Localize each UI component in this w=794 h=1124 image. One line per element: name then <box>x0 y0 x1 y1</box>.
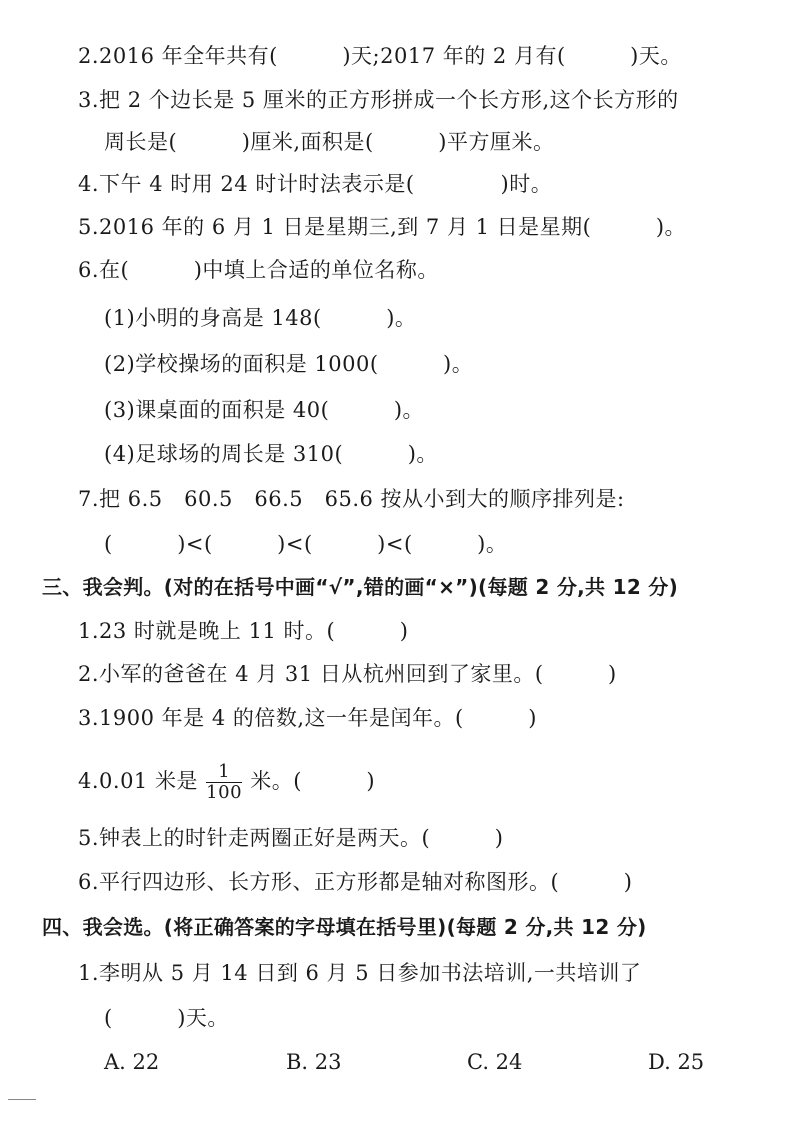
option-b: B. 23 <box>286 1050 342 1074</box>
option-c: C. 24 <box>467 1050 523 1074</box>
fraction-one-hundredth <box>206 763 242 802</box>
judge-question-1: 1.23 时就是晚上 11 时。( ) <box>78 619 409 643</box>
judge-question-4-prefix: 4.0.01 米是 <box>78 769 198 793</box>
judge-question-5: 5.钟表上的时针走两圈正好是两天。( ) <box>78 826 504 850</box>
judge-question-4 <box>78 763 375 802</box>
question-4-24-hour-time: 4.下午 4 时用 24 时计时法表示是( )时。 <box>78 172 553 196</box>
question-6-sub-3: (3)课桌面的面积是 40( )。 <box>104 398 425 422</box>
choice-question-1-line-2: ( )天。 <box>104 1006 229 1030</box>
question-3-line-1: 3.把 2 个边长是 5 厘米的正方形拼成一个长方形,这个长方形的 <box>78 88 679 112</box>
judge-question-3: 3.1900 年是 4 的倍数,这一年是闰年。( ) <box>78 706 537 730</box>
question-7-line-1: 7.把 6.5 60.5 66.5 65.6 按从小到大的顺序排列是: <box>78 487 625 511</box>
judge-question-6: 6.平行四边形、长方形、正方形都是轴对称图形。( ) <box>78 870 633 894</box>
question-5-weekday: 5.2016 年的 6 月 1 日是星期三,到 7 月 1 日是星期( )。 <box>78 215 687 239</box>
judge-question-4-suffix: 米。( ) <box>250 769 376 793</box>
question-2-days-in-year: 2.2016 年全年共有( )天;2017 年的 2 月有( )天。 <box>78 44 682 68</box>
judge-question-2: 2.小军的爸爸在 4 月 31 日从杭州回到了家里。( ) <box>78 662 617 686</box>
question-6-sub-4: (4)足球场的周长是 310( )。 <box>104 442 438 466</box>
section-3-heading: 三、我会判。(对的在括号中画“√”,错的画“×”)(每题 2 分,共 12 分) <box>42 575 679 599</box>
option-a: A. 22 <box>104 1050 160 1074</box>
question-6-units: 6.在( )中填上合适的单位名称。 <box>78 258 439 282</box>
choice-question-1-line-1: 1.李明从 5 月 14 日到 6 月 5 日参加书法培训,一共培训了 <box>78 961 642 985</box>
fraction-numerator: 1 <box>206 763 242 783</box>
question-3-line-2: 周长是( )厘米,面积是( )平方厘米。 <box>104 130 555 154</box>
question-7-line-2: ( )<( )<( )<( )。 <box>104 532 508 556</box>
question-6-sub-1: (1)小明的身高是 148( )。 <box>104 306 417 330</box>
section-4-heading: 四、我会选。(将正确答案的字母填在括号里)(每题 2 分,共 12 分) <box>42 915 647 939</box>
option-d: D. 25 <box>648 1050 705 1074</box>
question-6-sub-2: (2)学校操场的面积是 1000( )。 <box>104 352 474 376</box>
fraction-denominator: 100 <box>206 782 243 803</box>
page-edge-mark <box>8 1099 36 1100</box>
